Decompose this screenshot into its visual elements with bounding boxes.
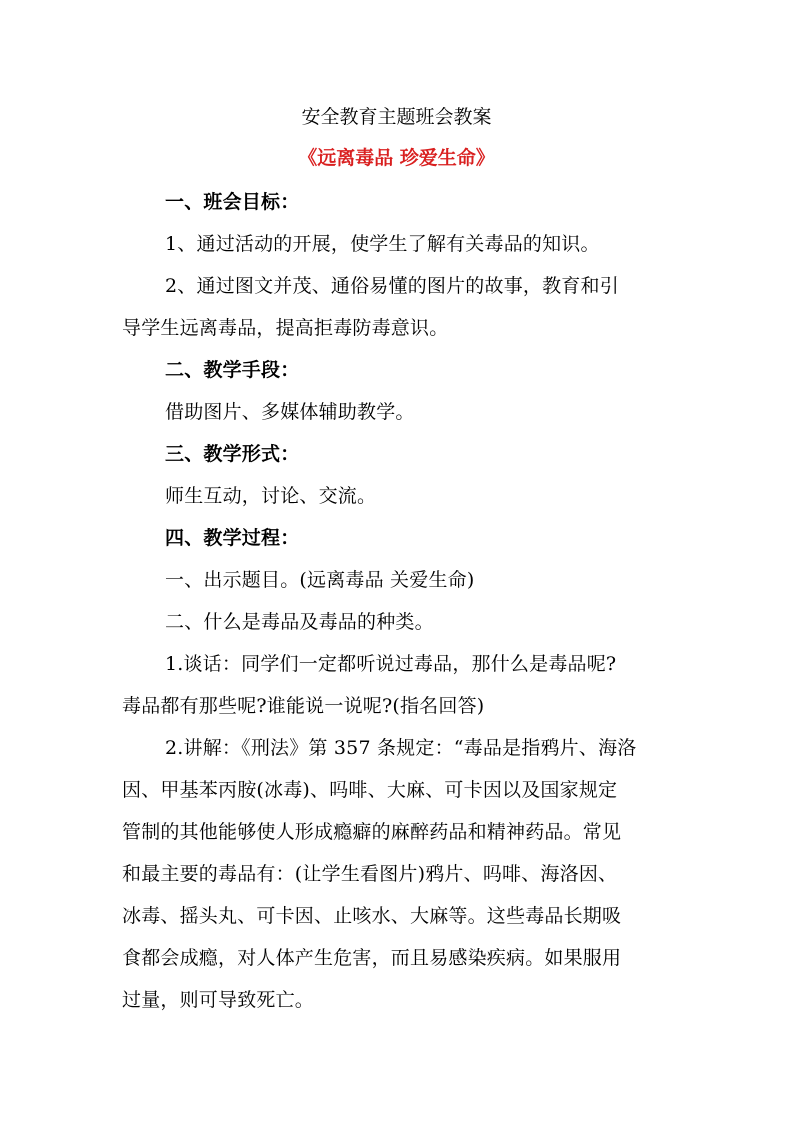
paragraph-line: 二、什么是毒品及毒品的种类。 — [165, 611, 434, 633]
paragraph-line: 一、出示题目。(远离毒品 关爱生命) — [165, 569, 475, 591]
heading-teaching-form: 三、教学形式： — [165, 443, 300, 465]
paragraph-line: 毒品都有那些呢?谁能说一说呢?(指名回答) — [122, 695, 485, 717]
paragraph-line: 食都会成瘾，对人体产生危害，而且易感染疾病。如果服用 — [122, 947, 622, 969]
paragraph-line: 管制的其他能够使人形成瘾癖的麻醉药品和精神药品。常见 — [122, 821, 622, 843]
paragraph-line: 师生互动，讨论、交流。 — [165, 485, 377, 507]
paragraph-line: 2、通过图文并茂、通俗易懂的图片的故事，教育和引 — [165, 275, 619, 297]
paragraph-line: 1、通过活动的开展，使学生了解有关毒品的知识。 — [165, 233, 600, 255]
paragraph-line: 过量，则可导致死亡。 — [122, 989, 315, 1011]
document-subtitle: 《远离毒品 珍爱生命》 — [298, 147, 495, 169]
document-title: 安全教育主题班会教案 — [301, 106, 492, 128]
paragraph-line: 和最主要的毒品有：(让学生看图片)鸦片、吗啡、海洛因、 — [122, 863, 618, 885]
paragraph-line: 2.讲解：《刑法》第 357 条规定：“毒品是指鸦片、海洛 — [165, 737, 637, 759]
heading-teaching-means: 二、教学手段： — [165, 359, 300, 381]
paragraph-line: 因、甲基苯丙胺(冰毒)、吗啡、大麻、可卡因以及国家规定 — [122, 779, 618, 801]
heading-teaching-process: 四、教学过程： — [165, 527, 300, 549]
paragraph-line: 冰毒、摇头丸、可卡因、止咳水、大麻等。这些毒品长期吸 — [122, 905, 622, 927]
paragraph-line: 借助图片、多媒体辅助教学。 — [165, 401, 415, 423]
heading-class-goals: 一、班会目标： — [165, 191, 300, 213]
paragraph-line: 1.谈话：同学们一定都听说过毒品，那什么是毒品呢? — [165, 653, 617, 675]
paragraph-line: 导学生远离毒品，提高拒毒防毒意识。 — [122, 317, 449, 339]
